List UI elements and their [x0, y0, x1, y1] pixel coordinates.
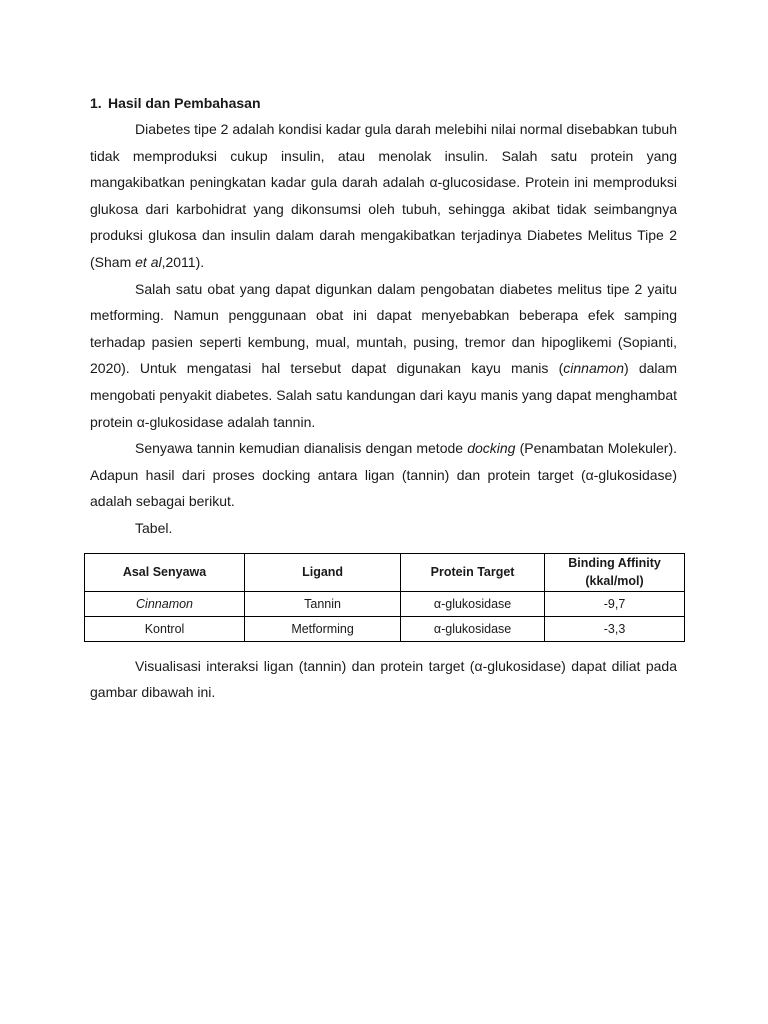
paragraph-visualisasi: Visualisasi interaksi ligan (tannin) dan protein target (α-glukosidase) dapat diliat pada gambar dibawah ini. [90, 657, 677, 701]
cell-asal-text: Cinnamon [136, 596, 194, 611]
paragraph-diabetes-intro [90, 116, 677, 276]
table-caption: Tabel. [135, 519, 173, 536]
header-protein-target: Protein Target [401, 553, 545, 591]
header-binding-affinity-unit: (kkal/mol) [585, 574, 644, 588]
cell-asal: Kontrol [85, 616, 245, 641]
table-wrapper [84, 553, 677, 642]
paragraph-text: ,2011). [161, 253, 205, 270]
header-binding-affinity-label: Binding Affinity [568, 556, 661, 570]
italic-text: docking [467, 440, 516, 457]
cell-target: α-glukosidase [401, 616, 545, 641]
paragraph-text: Salah satu obat yang dapat digunkan dalam pengobatan diabetes melitus tipe 2 yaitu metforming. Namun penggunaan obat ini dapat menyebabkan beberapa efek samping terhadap pasien seperti kembung, mual, muntah, pusing, tremor dan hipoglikemi (Sopianti, 2020). Untuk mengatasi hal tersebut dapat digunakan kayu manis ( [90, 280, 677, 377]
cell-asal [85, 591, 245, 616]
cell-affinity: -9,7 [545, 591, 685, 616]
cell-affinity: -3,3 [545, 616, 685, 641]
paragraph-text: Senyawa tannin kemudian dianalisis dengan metode [135, 440, 468, 457]
paragraph-text: Diabetes tipe 2 adalah kondisi kadar gula darah melebihi nilai normal disebabkan tubuh tidak memproduksi cukup insulin, atau menolak insulin. Salah satu protein yang mangakibatkan peningkatan kadar gula darah adalah α-glucosidase. Protein ini memproduksi glukosa dari karbohidrat yang dikonsumsi oleh tubuh, sehingga akibat tidak seimbangnya produksi glukosa dan insulin dalam darah mengakibatkan terjadinya Diabetes Melitus Tipe 2 (Sham [90, 121, 677, 270]
header-asal-senyawa: Asal Senyawa [85, 553, 245, 591]
paragraph-text: ) dalam mengobati penyakit diabetes. Salah satu kandungan dari kayu manis yang dapat menghambat protein α-glukosidase adalah tannin. [90, 360, 677, 430]
paragraph-docking [90, 435, 677, 515]
table-header-row [85, 553, 685, 591]
cell-target: α-glukosidase [401, 591, 545, 616]
cell-ligand: Metforming [245, 616, 401, 641]
paragraph-metforming [90, 276, 677, 436]
table-row [85, 591, 685, 616]
italic-text: cinnamon [563, 360, 624, 377]
document-page [90, 90, 677, 706]
section-title: Hasil dan Pembahasan [108, 95, 261, 111]
header-binding-affinity [545, 553, 685, 591]
table-row [85, 616, 685, 641]
section-number: 1. [90, 95, 102, 111]
cell-ligand: Tannin [245, 591, 401, 616]
paragraph-text: (Penambatan Molekuler). Adapun hasil dari proses docking antara ligan (tannin) dan protein target (α-glukosidase) adalah sebagai berikut. [90, 440, 677, 510]
italic-text: et al [135, 253, 162, 270]
header-ligand: Ligand [245, 553, 401, 591]
section-heading [90, 90, 677, 116]
results-table [84, 553, 685, 642]
